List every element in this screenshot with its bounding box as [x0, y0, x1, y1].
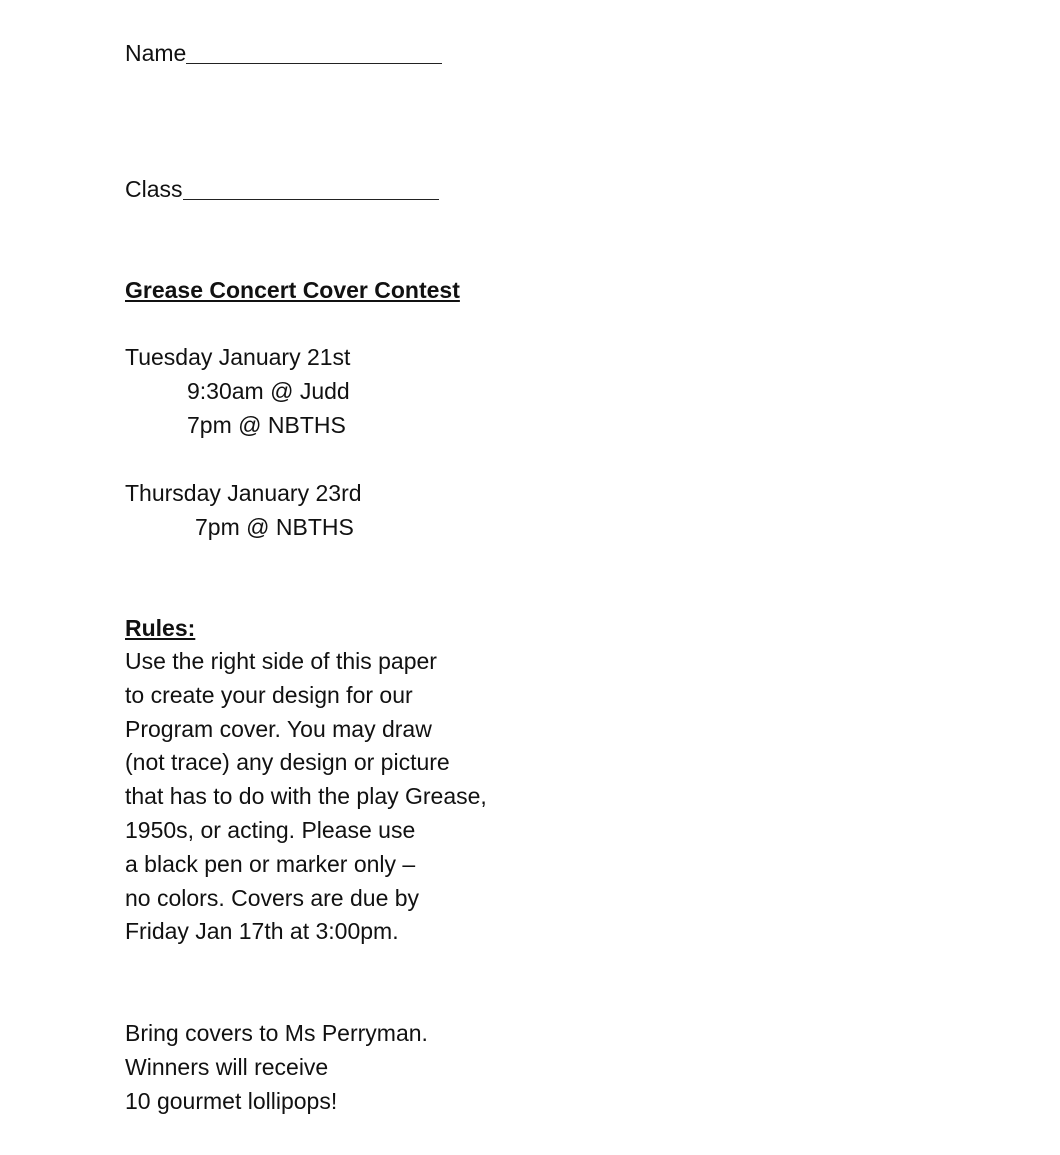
schedule-time: 9:30am @ Judd — [187, 378, 350, 404]
rules-line: 1950s, or acting. Please use — [125, 816, 416, 843]
name-blank-line[interactable] — [186, 41, 442, 64]
rules-line: that has to do with the play Grease, — [125, 783, 487, 810]
closing-line: Bring covers to Ms Perryman. — [125, 1020, 428, 1046]
closing-line: Winners will receive — [125, 1054, 329, 1080]
contest-title: Grease Concert Cover Contest — [125, 277, 460, 303]
rules-line: Program cover. You may draw — [125, 715, 432, 742]
rules-line: Use the right side of this paper — [125, 648, 437, 674]
closing-line: 10 gourmet lollipops! — [125, 1088, 338, 1114]
class-field[interactable] — [125, 172, 439, 206]
rules-text — [125, 645, 525, 949]
rules-line: a black pen or marker only – — [125, 850, 416, 877]
name-field[interactable] — [125, 36, 442, 70]
schedule-time: 7pm @ NBTHS — [187, 412, 346, 438]
rules-line: no colors. Covers are due by — [125, 884, 420, 911]
schedule-day-thursday: Thursday January 23rd — [125, 480, 362, 506]
name-label: Name — [125, 40, 187, 66]
closing-text — [125, 1016, 428, 1118]
class-blank-line[interactable] — [183, 177, 439, 200]
rules-line: to create your design for our — [125, 681, 413, 708]
rules-line: (not trace) any design or picture — [125, 749, 450, 776]
rules-heading: Rules: — [125, 615, 196, 641]
class-label: Class — [125, 176, 183, 202]
rules-line: Friday Jan 17th at 3:00pm. — [125, 918, 399, 945]
schedule-day-tuesday: Tuesday January 21st — [125, 344, 351, 370]
schedule-time: 7pm @ NBTHS — [195, 514, 354, 540]
